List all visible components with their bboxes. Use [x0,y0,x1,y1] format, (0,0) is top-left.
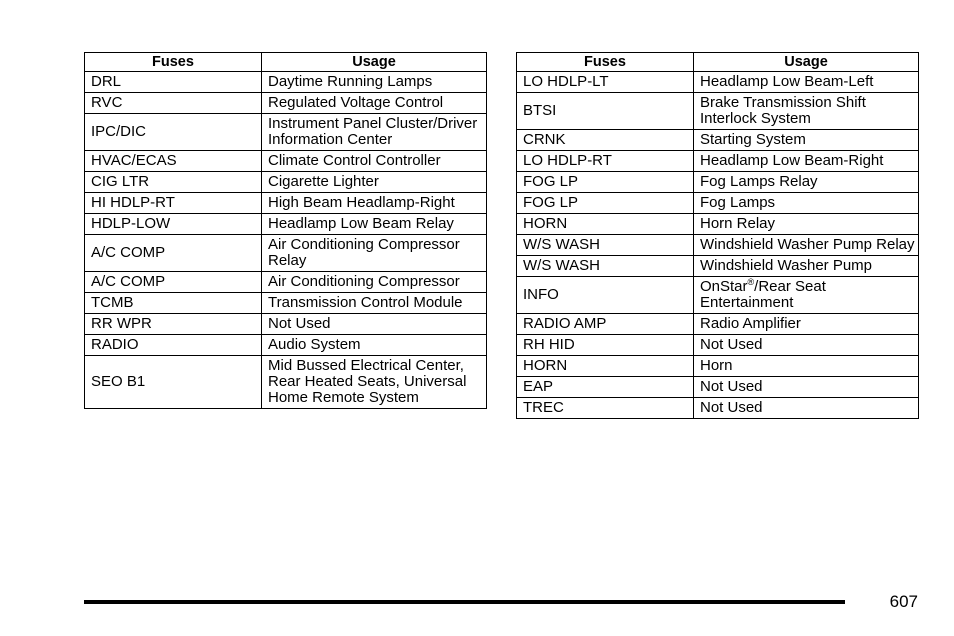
fuse-cell: HI HDLP-RT [85,193,262,214]
usage-cell: Headlamp Low Beam-Left [694,72,919,93]
fuse-cell: FOG LP [517,193,694,214]
usage-cell: Headlamp Low Beam Relay [262,214,487,235]
usage-cell: Climate Control Controller [262,151,487,172]
usage-cell: Air Conditioning Compressor Relay [262,235,487,272]
fuse-cell: EAP [517,377,694,398]
table-row [85,114,487,151]
usage-cell: Windshield Washer Pump Relay [694,235,919,256]
table-row [517,356,919,377]
table-row [517,193,919,214]
usage-cell: Fog Lamps Relay [694,172,919,193]
table-row [517,256,919,277]
usage-cell: Starting System [694,130,919,151]
table-row [85,172,487,193]
usage-cell: Fog Lamps [694,193,919,214]
fuse-cell: LO HDLP-LT [517,72,694,93]
usage-cell: Headlamp Low Beam-Right [694,151,919,172]
footer-rule [84,600,845,604]
table-row [85,293,487,314]
fuse-cell: LO HDLP-RT [517,151,694,172]
table-row [517,398,919,419]
fuse-cell: BTSI [517,93,694,130]
fuse-cell: INFO [517,277,694,314]
table-row [85,72,487,93]
fuse-cell: W/S WASH [517,256,694,277]
usage-cell: Regulated Voltage Control [262,93,487,114]
table-row [85,214,487,235]
table-row [517,314,919,335]
fuse-cell: IPC/DIC [85,114,262,151]
column-header-usage: Usage [262,53,487,72]
page-number: 607 [889,592,918,611]
usage-cell: Brake Transmission Shift Interlock System [694,93,919,130]
table-row [517,72,919,93]
table-header-row [517,53,919,72]
usage-cell: Not Used [262,314,487,335]
table-row [85,314,487,335]
table-row [85,235,487,272]
fuse-cell: SEO B1 [85,356,262,409]
fuse-cell: RR WPR [85,314,262,335]
usage-cell: Windshield Washer Pump [694,256,919,277]
table-row [517,214,919,235]
usage-cell: High Beam Headlamp-Right [262,193,487,214]
fuse-cell: A/C COMP [85,272,262,293]
usage-cell: Not Used [694,377,919,398]
usage-cell: Mid Bussed Electrical Center, Rear Heated Seats, Universal Home Remote System [262,356,487,409]
table-row [85,272,487,293]
column-header-usage: Usage [694,53,919,72]
column-header-fuses: Fuses [85,53,262,72]
usage-cell: Cigarette Lighter [262,172,487,193]
table-header-row [85,53,487,72]
fuse-cell: TCMB [85,293,262,314]
fuse-cell: CIG LTR [85,172,262,193]
fuse-cell: HORN [517,214,694,235]
table-row [85,193,487,214]
fuse-table-right [516,52,919,419]
table-row [85,356,487,409]
table-row [517,93,919,130]
fuse-cell: TREC [517,398,694,419]
table-row [517,130,919,151]
usage-cell: Transmission Control Module [262,293,487,314]
usage-cell: Audio System [262,335,487,356]
fuse-cell: RVC [85,93,262,114]
usage-cell: Instrument Panel Cluster/Driver Information Center [262,114,487,151]
fuse-cell: HVAC/ECAS [85,151,262,172]
table-row [85,93,487,114]
usage-cell: Air Conditioning Compressor [262,272,487,293]
fuse-cell: RADIO AMP [517,314,694,335]
usage-cell: Not Used [694,335,919,356]
usage-cell: Radio Amplifier [694,314,919,335]
fuse-cell: HDLP-LOW [85,214,262,235]
fuse-cell: W/S WASH [517,235,694,256]
fuse-cell: FOG LP [517,172,694,193]
usage-cell: Daytime Running Lamps [262,72,487,93]
table-row [517,235,919,256]
usage-cell: Not Used [694,398,919,419]
fuse-cell: A/C COMP [85,235,262,272]
usage-cell: Horn [694,356,919,377]
fuse-cell: HORN [517,356,694,377]
table-row [517,172,919,193]
usage-cell: Horn Relay [694,214,919,235]
fuse-cell: CRNK [517,130,694,151]
fuse-cell: RADIO [85,335,262,356]
table-row [517,377,919,398]
table-row [517,151,919,172]
fuse-cell: RH HID [517,335,694,356]
fuse-table-left [84,52,487,409]
usage-cell: OnStar®/Rear Seat Entertainment [694,277,919,314]
table-row [517,335,919,356]
fuse-cell: DRL [85,72,262,93]
column-header-fuses: Fuses [517,53,694,72]
table-row [85,335,487,356]
table-row [517,277,919,314]
table-row [85,151,487,172]
